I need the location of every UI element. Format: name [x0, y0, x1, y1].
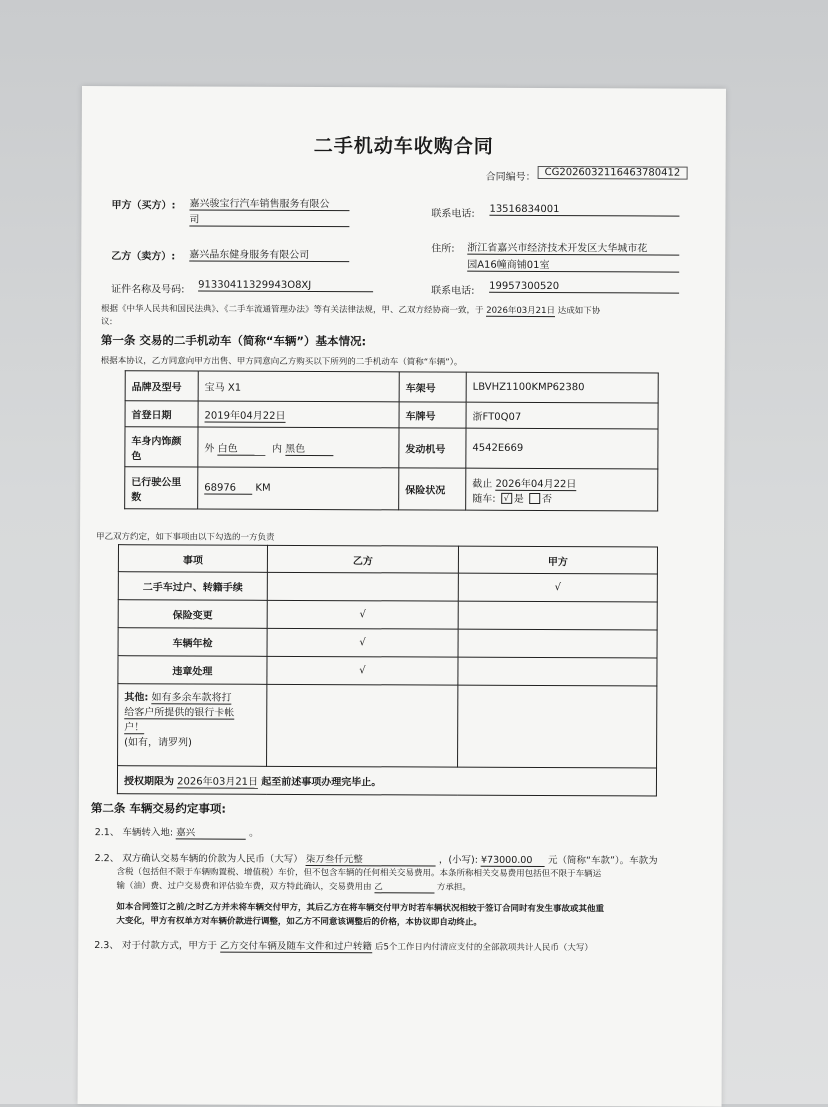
- party-b-address-label: 住所:: [431, 243, 455, 255]
- adjustment-note-line1: 如本合同签订之前/之时乙方并未将车辆交付甲方，其后乙方在将车辆交付甲方时若车辆状况相较于签订合同时有发生事故或其他重: [116, 902, 605, 915]
- contract-title: 二手机动车收购合同: [313, 135, 494, 158]
- clause-2-1-end: 。: [249, 827, 259, 839]
- duty-other-line2: 给客户所提供的银行卡帐: [124, 707, 235, 719]
- duty-row-3-item: 违章处理: [118, 656, 267, 685]
- duty-other-cell: [118, 684, 267, 767]
- mileage-label: [125, 467, 198, 509]
- exterior-prefix: 外: [204, 443, 215, 455]
- reg-date-cell: [198, 401, 399, 428]
- duty-row-3-b: √: [267, 656, 458, 685]
- insurance-date: 2026年04月22日: [495, 478, 577, 490]
- insurance-yes-checkbox: √: [501, 493, 512, 504]
- color-label: [125, 427, 198, 467]
- contract-number-label: 合同编号：: [485, 171, 536, 183]
- plate-value: 浙FT0Q07: [466, 402, 658, 429]
- vin-label: 车架号: [399, 372, 466, 402]
- clause-2-3-text2: 后5个工作日内付清应支付的全部款项共计人民币（大写）: [374, 942, 593, 954]
- insurance-prefix: 截止: [472, 478, 493, 490]
- color-label-line2: 色: [131, 450, 142, 462]
- plate-label: 车牌号: [399, 402, 466, 428]
- mileage-cell: [198, 467, 399, 510]
- payment-condition: 乙方交付车辆及随车文件和过户转籍: [219, 940, 372, 953]
- engine-value: 4542E669: [466, 428, 658, 469]
- article2-heading: 第二条 车辆交易约定事项:: [90, 801, 226, 816]
- insurance-cell: [466, 468, 658, 511]
- vin-value: LBVHZ1100KMP62380: [466, 372, 658, 403]
- party-a-name-line2: 司: [189, 210, 349, 227]
- duty-other-line3: 户！: [124, 722, 145, 734]
- clause-2-2-line3b: 方承担。: [436, 882, 471, 893]
- party-a-phone: 13516834001: [489, 204, 679, 217]
- clause-2-2-text3: 元（简称“车款”）。车款为: [548, 855, 658, 867]
- clause-2-2-text2: ，(小写):: [438, 854, 478, 866]
- clause-2-3: [94, 937, 593, 953]
- intro-text-part1: 根据《中华人民共和国民法典》、《二手车流通管理办法》等有关法律法规，甲、乙双方经协商一致，于: [101, 304, 484, 316]
- article1-description: 根据本协议，乙方同意向甲方出售、甲方同意向乙方购买以下所列的二手机动车（简称“车辆”）。: [100, 356, 463, 368]
- interior-color: 黑色: [285, 439, 333, 455]
- intro-text-part3: 议:: [100, 317, 113, 328]
- deadline-cell: [117, 766, 656, 796]
- duty-row-3-a: [458, 657, 657, 686]
- engine-label: 发动机号: [399, 428, 466, 468]
- duty-row-0-item: 二手车过户、转籍手续: [118, 572, 267, 601]
- party-b-label: 乙方（卖方）:: [111, 251, 176, 263]
- clause-2-2-line3: [116, 879, 470, 894]
- duties-description: 甲乙双方约定，如下事项由以下勾选的一方负责: [96, 532, 275, 543]
- clause-2-3-text1: 对于付款方式，甲方于: [121, 940, 217, 952]
- brand-label: 品牌及型号: [125, 371, 198, 401]
- clause-2-2-line2: 含税（包括但不限于车辆购置税、增值税）车价，但不包含车辆的任何相关交易费用。本条所称相关交易费用包括但不限于车辆运: [116, 867, 602, 880]
- reg-date-value: 2019年04月22日: [204, 410, 286, 422]
- color-label-line1: 车身内饰颜: [131, 435, 182, 447]
- insurance-yes-label: 是: [513, 493, 524, 505]
- party-a-phone-label: 联系电话:: [431, 208, 475, 220]
- party-b-name: 嘉兴晶东健身服务有限公司: [189, 245, 349, 262]
- deadline-label: 授权期限为: [123, 776, 174, 788]
- insurance-no-label: 否: [541, 493, 552, 505]
- col-party-b-header: 乙方: [267, 545, 458, 573]
- duty-other-b: [267, 684, 458, 767]
- insurance-no-checkbox: [529, 493, 540, 504]
- duty-row-0-b: [267, 572, 458, 601]
- party-b-address-line1: 浙江省嘉兴市经济技术开发区大华城市花: [467, 239, 679, 256]
- insurance-follow-label: 随车:: [472, 493, 496, 505]
- agreement-date: 2026年03月21日: [486, 305, 556, 317]
- duty-row-1-a: [458, 601, 657, 630]
- clause-2-1-number: 2.1、: [94, 827, 120, 839]
- contract-paper: [78, 86, 726, 1107]
- interior-prefix: 内: [271, 443, 282, 455]
- party-b-address-line2: 园A16幢商铺01室: [467, 256, 679, 273]
- duty-row-1-b: √: [267, 600, 458, 629]
- mileage-value: 68976: [204, 482, 252, 494]
- duties-table: [117, 544, 658, 796]
- intro-text: [101, 302, 600, 316]
- color-cell: [198, 427, 399, 468]
- clause-2-2-line3a: 输（油）费、过户交易费和评估验车费，双方特此确认，交易费用由: [116, 881, 372, 893]
- brand-value: 宝马 X1: [198, 371, 399, 402]
- fee-payer: 乙: [374, 880, 434, 893]
- duty-row-2-item: 车辆年检: [118, 628, 267, 657]
- party-b-phone: 19957300520: [489, 281, 679, 294]
- duty-other-hint: (如有，请罗列): [124, 737, 192, 749]
- deadline-tail: 起至前述事项办理完毕止。: [261, 776, 382, 789]
- col-item-header: 事项: [118, 545, 267, 573]
- clause-2-2-text1: 双方确认交易车辆的价款为人民币（大写）: [122, 853, 303, 865]
- exterior-color: 白色: [218, 439, 266, 455]
- deadline-date: 2026年03月21日: [177, 776, 259, 788]
- intro-text-part2: 达成如下协: [557, 306, 601, 317]
- id-label: 证件名称及号码:: [111, 284, 185, 296]
- duty-row-1-item: 保险变更: [118, 600, 267, 629]
- duty-row-2-b: √: [267, 628, 458, 657]
- duty-other-line1: 如有多余车款将打: [151, 692, 232, 704]
- party-b-phone-label: 联系电话:: [431, 285, 475, 297]
- id-value: 91330411329943O8XJ: [198, 280, 373, 293]
- duty-other-label: 其他:: [124, 692, 149, 704]
- duty-row-2-a: [458, 629, 657, 658]
- mileage-label-line2: 数: [131, 491, 142, 503]
- reg-date-label: 首登日期: [125, 401, 198, 427]
- adjustment-note-line2: 大变化，甲方有权单方对车辆价款进行调整，如乙方不同意该调整后的价格，本协议即自动终止。: [116, 916, 482, 928]
- duty-other-a: [458, 685, 657, 768]
- insurance-label: 保险状况: [399, 468, 466, 510]
- duty-row-0-a: √: [458, 573, 657, 602]
- destination-city: 嘉兴: [176, 824, 246, 839]
- price-uppercase: 柒万叁仟元整: [306, 851, 436, 867]
- clause-2-2-number: 2.2、: [94, 853, 120, 865]
- clause-2-3-number: 2.3、: [94, 940, 119, 952]
- party-a-name-line1: 嘉兴骏宝行汽车销售服务有限公: [189, 194, 349, 211]
- vehicle-info-table: [124, 370, 659, 511]
- party-a-label: 甲方（买方）:: [111, 200, 176, 212]
- price-number: ¥73000.00: [481, 855, 545, 867]
- col-party-a-header: 甲方: [458, 546, 657, 574]
- mileage-label-line1: 已行驶公里: [131, 476, 182, 488]
- clause-2-1-text: 车辆转入地:: [122, 827, 174, 839]
- article1-heading: 第一条 交易的二手机动车（简称“车辆”）基本情况:: [100, 333, 367, 349]
- clause-2-1: [95, 824, 259, 840]
- mileage-unit: KM: [255, 482, 271, 494]
- contract-number-value: CG2026032116463780412: [538, 166, 688, 180]
